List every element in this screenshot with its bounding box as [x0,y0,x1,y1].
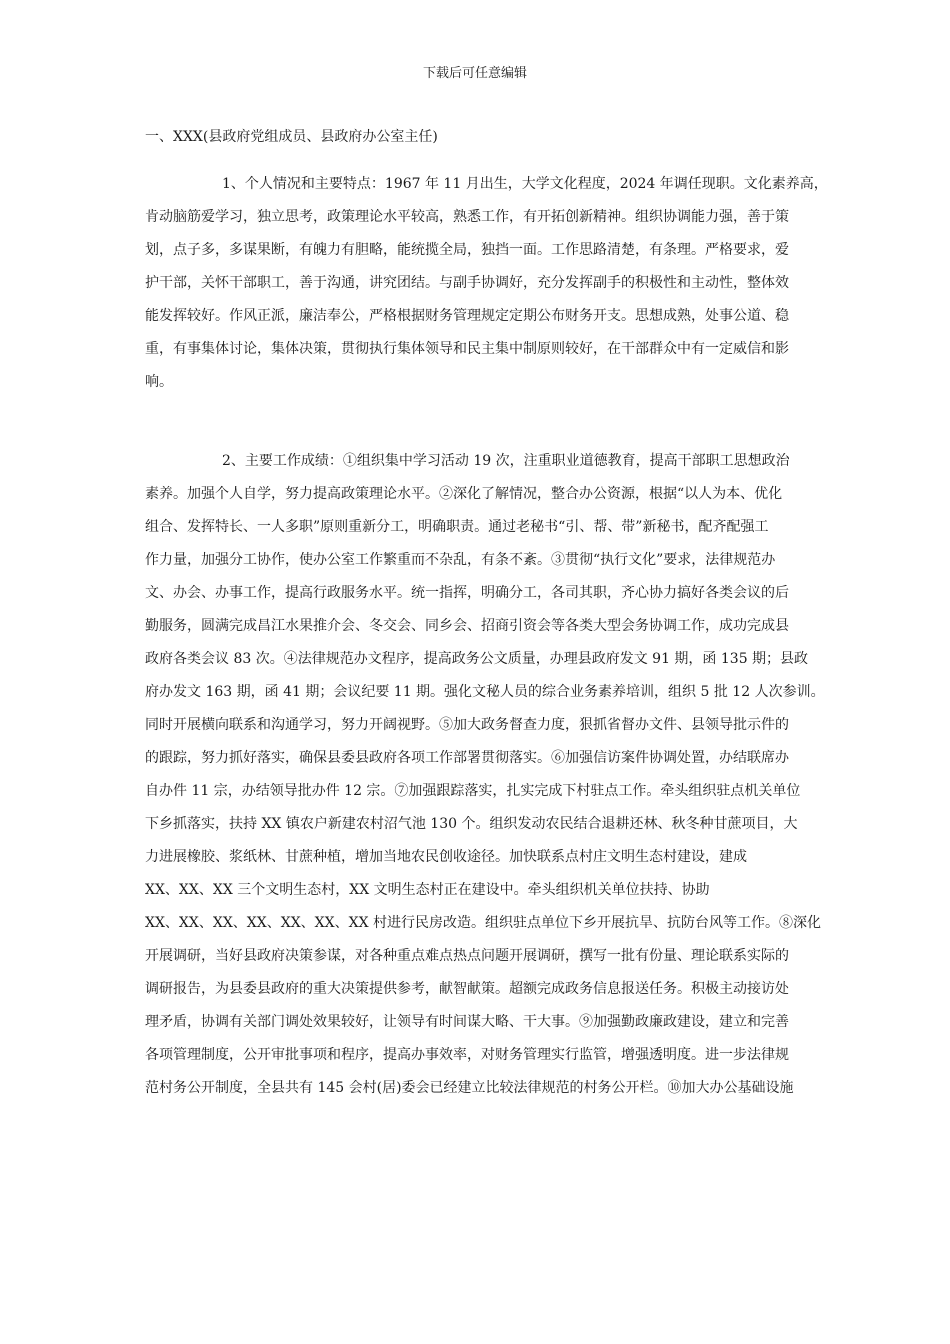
text-line: 素养。加强个人自学，努力提高政策理论水平。②深化了解情况，整合办公资源，根据“以人为本、优化 [145,486,783,502]
text-line: 勤服务，圆满完成昌江水果推介会、冬交会、同乡会、招商引资会等各类大型会务协调工作，成功完成县 [145,618,789,634]
text-line: 政府各类会议 83 次。④法律规范办文程序，提高政务公文质量，办理县政府发文 91 期，函 135 期；县政 [145,651,809,667]
text-line: 府办发文 163 期，函 41 期；会议纪要 11 期。强化文秘人员的综合业务素养培训，组织 5 批 12 人次参训。 [145,684,825,700]
text-line: 自办件 11 宗，办结领导批办件 12 宗。⑦加强跟踪落实，扎实完成下村驻点工作。牵头组织驻点机关单位 [145,783,801,799]
text-line: XX、XX、XX、XX、XX、XX、XX 村进行民房改造。组织驻点单位下乡开展抗旱、抗防台风等工作。⑧深化 [145,915,821,931]
text-line: 护干部，关怀干部职工，善于沟通，讲究团结。与副手协调好，充分发挥副手的积极性和主动性，整体效 [145,275,789,291]
text-line: 各项管理制度，公开审批事项和程序，提高办事效率，对财务管理实行监管，增强透明度。进一步法律规 [145,1047,789,1063]
section-title: 一、XXX(县政府党组成员、县政府办公室主任) [145,129,438,145]
text-line: 1、个人情况和主要特点：1967 年 11 月出生，大学文化程度，2024 年调任现职。文化素养高， [222,176,828,192]
text-line: 下乡抓落实，扶持 XX 镇农户新建农村沼气池 130 个。组织发动农民结合退耕还林、秋冬种甘蔗项目，大 [145,816,798,832]
text-line: 调研报告，为县委县政府的重大决策提供参考，献智献策。超额完成政务信息报送任务。积极主动接访处 [145,981,789,997]
text-line: 开展调研，当好县政府决策参谋，对各种重点难点热点问题开展调研，撰写一批有份量、理论联系实际的 [145,948,789,964]
text-line: 划，点子多，多谋果断，有魄力有胆略，能统揽全局，独挡一面。工作思路清楚，有条理。严格要求，爱 [145,242,789,258]
text-line: 组合、发挥特长、一人多职”原则重新分工，明确职责。通过老秘书“引、帮、带”新秘书，配齐配强工 [145,519,769,535]
text-line: 能发挥较好。作风正派，廉洁奉公，严格根据财务管理规定定期公布财务开支。思想成熟，处事公道、稳 [145,308,789,324]
page-header: 下载后可任意编辑 [422,66,527,81]
text-line: 力进展橡胶、浆纸林、甘蔗种植，增加当地农民创收途径。加快联系点村庄文明生态村建设，建成 [145,849,747,865]
text-line: 同时开展横向联系和沟通学习，努力开阔视野。⑤加大政务督查力度，狠抓省督办文件、县领导批示件的 [145,717,789,733]
text-line: 响。 [145,374,173,390]
text-line: 作力量，加强分工协作，使办公室工作繁重而不杂乱，有条不紊。③贯彻“执行文化”要求，法律规范办 [145,552,776,568]
text-line: 理矛盾，协调有关部门调处效果较好，让领导有时间谋大略、干大事。⑨加强勤政廉政建设，建立和完善 [145,1014,789,1030]
text-line: 文、办会、办事工作，提高行政服务水平。统一指挥，明确分工，各司其职，齐心协力搞好各类会议的后 [145,585,789,601]
text-line: 2、主要工作成绩：①组织集中学习活动 19 次，注重职业道德教育，提高干部职工思想政治 [222,453,790,469]
text-line: 肯动脑筋爱学习，独立思考，政策理论水平较高，熟悉工作，有开拓创新精神。组织协调能力强，善于策 [145,209,789,225]
text-line: 重，有事集体讨论，集体决策，贯彻执行集体领导和民主集中制原则较好，在干部群众中有一定威信和影 [145,341,789,357]
text-line: 的跟踪，努力抓好落实，确保县委县政府各项工作部署贯彻落实。⑥加强信访案件协调处置，办结联席办 [145,750,789,766]
text-line: 范村务公开制度，全县共有 145 会村(居)委会已经建立比较法律规范的村务公开栏。⑩加大办公基础设施 [145,1080,794,1096]
text-line: XX、XX、XX 三个文明生态村，XX 文明生态村正在建设中。牵头组织机关单位扶持、协助 [145,882,710,898]
